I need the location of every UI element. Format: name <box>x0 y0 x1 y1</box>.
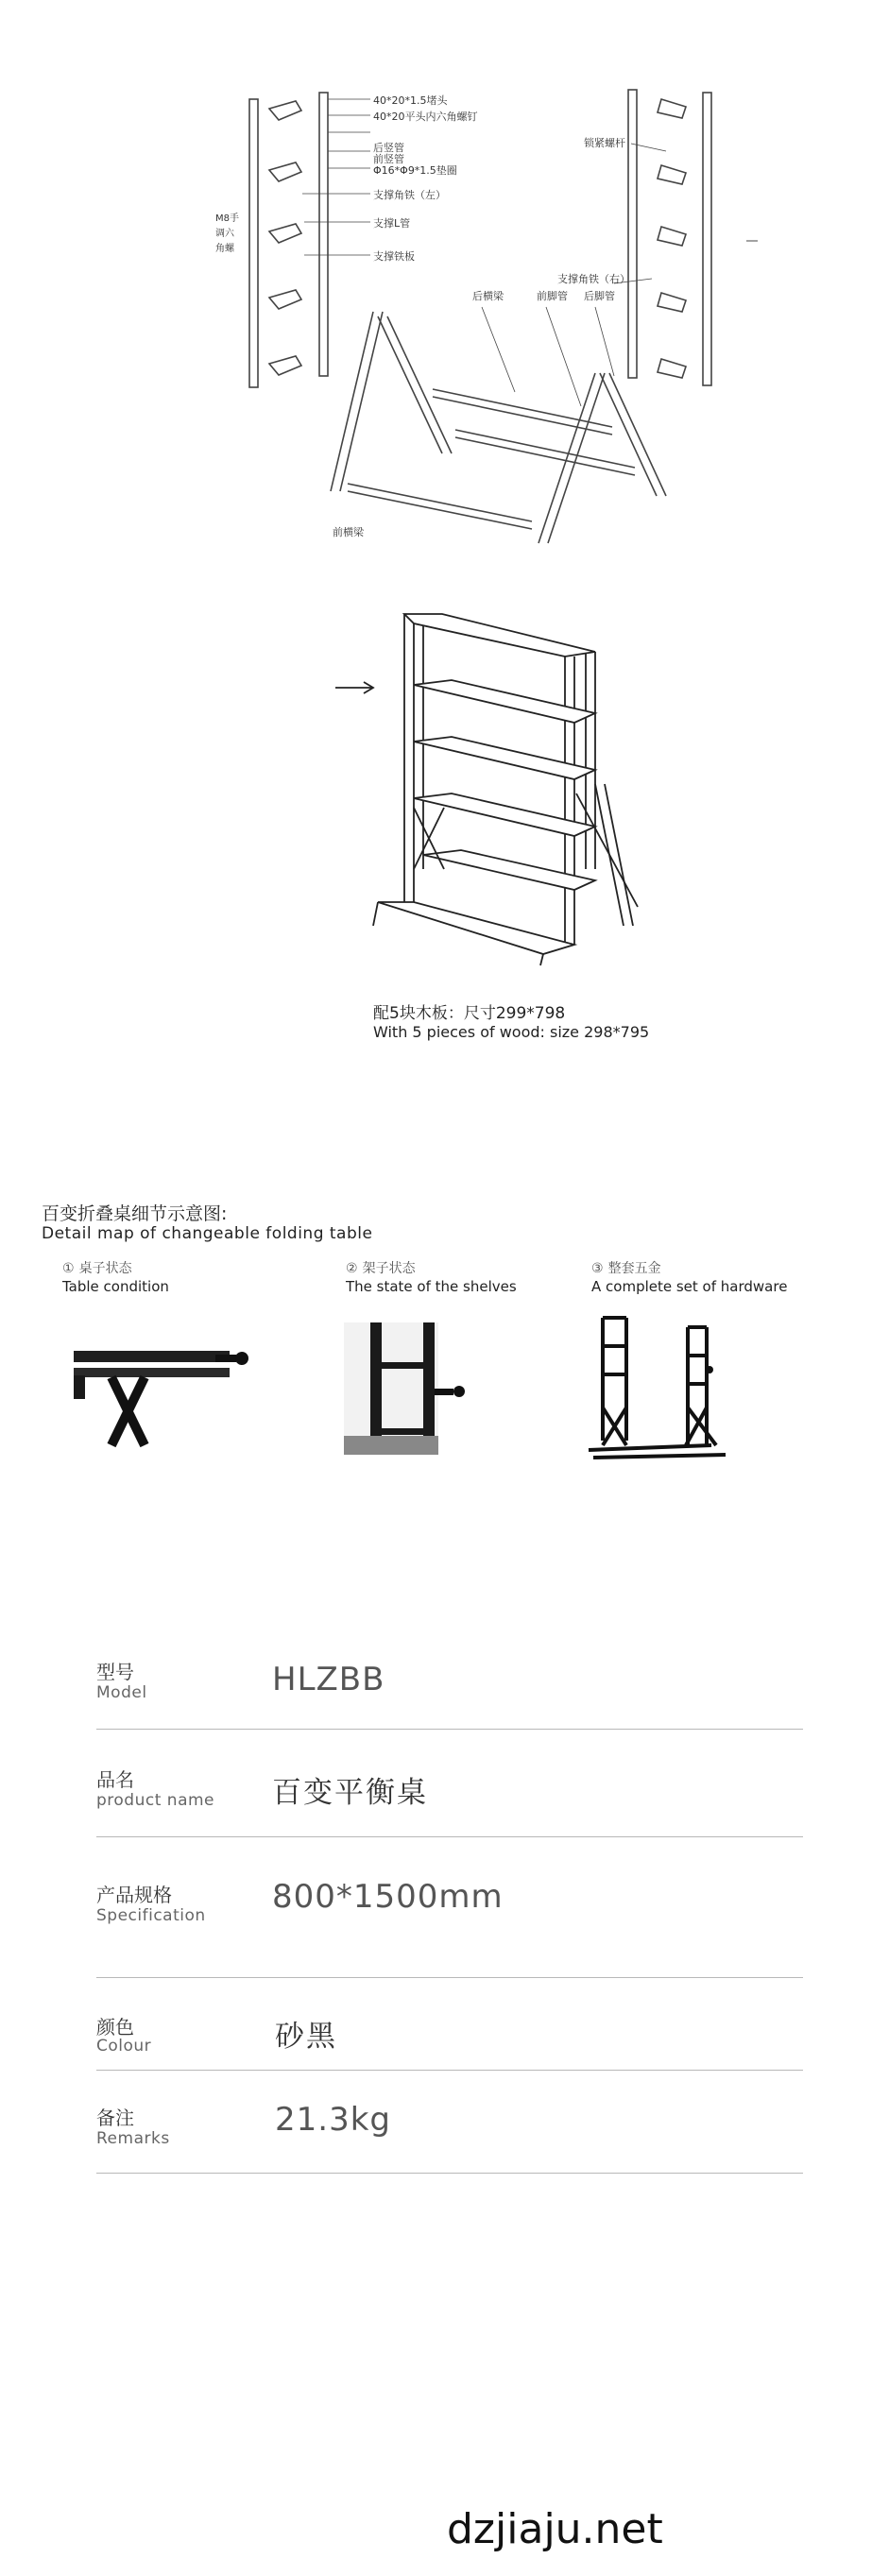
spec-value: 砂黑 <box>275 2020 337 2054</box>
detail-item-label-en: The state of the shelves <box>346 1278 517 1295</box>
label-side-note-3: 角螺 <box>215 244 234 254</box>
label-lock-bolt: 锁紧螺杆 <box>584 137 625 149</box>
spec-value: HLZBB <box>272 1661 385 1698</box>
spec-row <box>0 1853 889 1938</box>
label-support-l-tube: 支撑L管 <box>373 217 411 230</box>
detail-item-label-cn: 架子状态 <box>362 1261 416 1276</box>
label-hex-screw: 40*20平头内六角螺钉 <box>373 111 478 123</box>
detail-item-label-cn: 桌子状态 <box>78 1261 132 1276</box>
detail-item-num: ① <box>62 1261 75 1276</box>
assembled-shelf <box>0 586 889 1041</box>
label-end-cap: 40*20*1.5堵头 <box>373 94 448 107</box>
label-support-right: 支撑角铁（右） <box>557 273 630 285</box>
spec-row <box>0 2088 889 2173</box>
spec-label-cn: 型号 <box>96 1661 134 1683</box>
spec-row <box>0 1993 889 2078</box>
detail-item-label-cn: 整套五金 <box>607 1261 661 1276</box>
label-front-beam: 前横梁 <box>333 526 364 538</box>
table-condition-image <box>74 1341 263 1455</box>
spec-label-en: Colour <box>96 2037 152 2056</box>
spec-table <box>0 1644 889 2192</box>
site-watermark: dzjiaju.net <box>447 2505 663 2553</box>
detail-section <box>0 1200 889 1483</box>
label-support-left: 支撑角铁（左） <box>373 189 446 201</box>
label-washer: Φ16*Φ9*1.5垫圈 <box>373 164 457 177</box>
shelf-caption-en: With 5 pieces of wood: size 298*795 <box>373 1023 650 1041</box>
detail-title-en: Detail map of changeable folding table <box>42 1224 373 1243</box>
detail-item-num: ③ <box>591 1261 604 1276</box>
exploded-diagram-drawing <box>0 0 889 567</box>
spec-label-cn: 颜色 <box>96 2016 134 2039</box>
label-support-plate: 支撑铁板 <box>373 250 415 263</box>
spec-label-en: Specification <box>96 1906 206 1925</box>
spec-divider <box>96 2173 803 2174</box>
spec-value: 800*1500mm <box>272 1878 504 1916</box>
spec-divider <box>96 1977 803 1978</box>
spec-label-en: product name <box>96 1791 214 1810</box>
exploded-diagram <box>0 0 889 567</box>
label-side-note-1: M8手 <box>215 213 239 224</box>
spec-divider <box>96 1836 803 1837</box>
spec-divider <box>96 2070 803 2071</box>
spec-value: 百变平衡桌 <box>272 1776 428 1810</box>
detail-item-shelves <box>346 1258 416 1277</box>
label-front-leg: 前脚管 <box>537 290 568 302</box>
spec-label-en: Remarks <box>96 2129 170 2148</box>
spec-label-cn: 产品规格 <box>96 1884 172 1906</box>
detail-item-table <box>62 1258 132 1277</box>
detail-item-label-en: Table condition <box>62 1278 169 1295</box>
detail-title-cn: 百变折叠桌细节示意图: <box>42 1203 228 1224</box>
label-rear-leg: 后脚管 <box>584 290 615 302</box>
hardware-set-image <box>584 1304 735 1464</box>
spec-row <box>0 1644 889 1729</box>
detail-item-label-en: A complete set of hardware <box>591 1278 788 1295</box>
detail-item-num: ② <box>346 1261 358 1276</box>
spec-label-cn: 品名 <box>96 1768 134 1791</box>
spec-label-cn: 备注 <box>96 2107 134 2129</box>
label-rear-beam: 后横梁 <box>472 290 504 302</box>
spec-divider <box>96 1729 803 1730</box>
spec-value: 21.3kg <box>275 2101 391 2139</box>
label-side-note-2: 调六 <box>215 229 234 239</box>
spec-label-en: Model <box>96 1683 147 1702</box>
detail-item-hardware <box>591 1258 661 1277</box>
spec-row <box>0 1746 889 1831</box>
shelf-caption-cn: 配5块木板：尺寸299*798 <box>373 1004 566 1023</box>
label-front-tube: 前竖管 <box>373 153 404 165</box>
assembled-shelf-drawing <box>0 586 889 982</box>
shelves-state-image <box>344 1322 504 1455</box>
label-rear-tube: 后竖管 <box>373 142 404 154</box>
